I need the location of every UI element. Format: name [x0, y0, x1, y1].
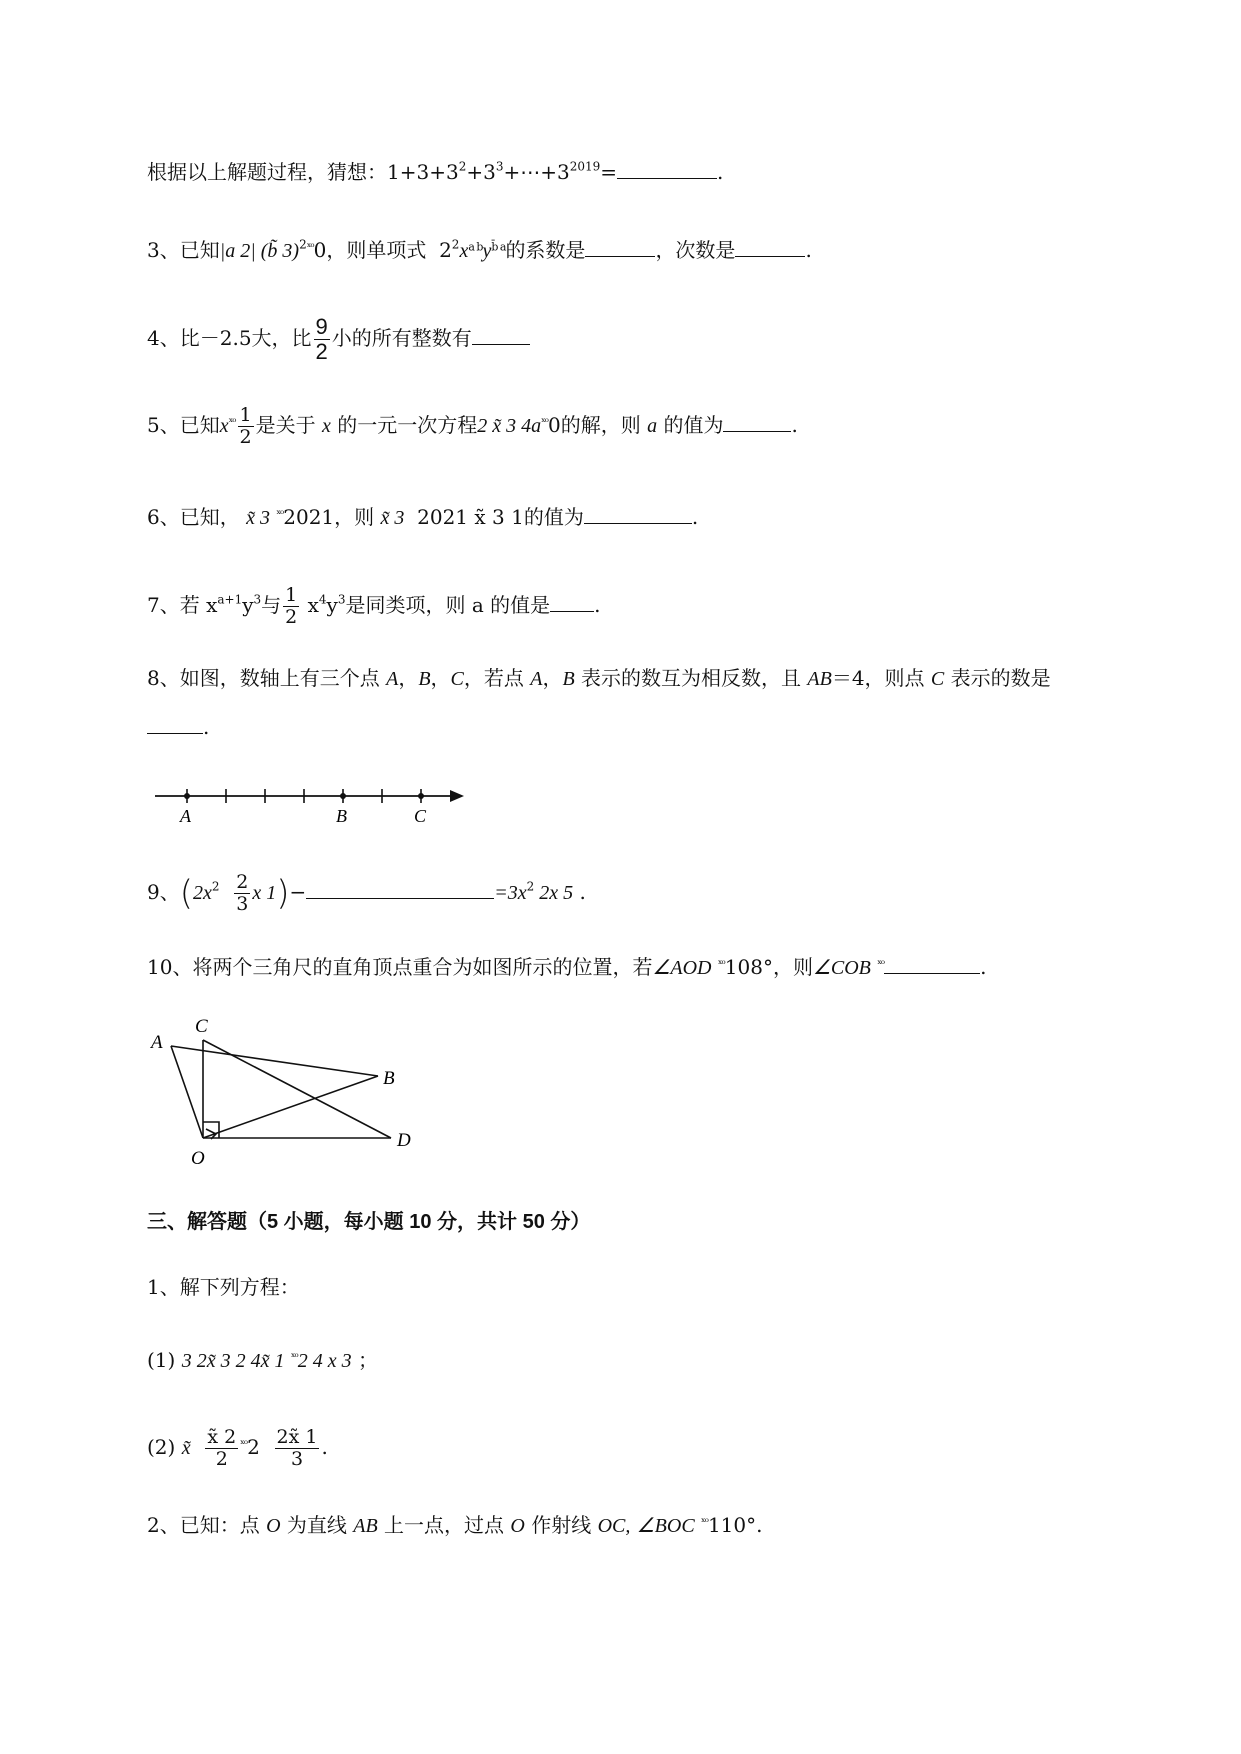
question-text: 与	[261, 592, 282, 617]
math-expression: 2 x̃ 3 4a	[477, 414, 542, 437]
variable-y: y	[482, 240, 492, 262]
question-text: 的一元一次方程	[337, 412, 478, 437]
period: .	[579, 879, 586, 904]
math-expression: x̃ 3	[246, 507, 270, 529]
segment-ab	[171, 1046, 378, 1076]
question-number: 2、	[147, 1513, 180, 1537]
segment-cd	[203, 1040, 391, 1138]
question-text: ，若点	[463, 666, 531, 690]
part-label: (2)	[147, 1434, 176, 1459]
fraction-denominator: 3	[236, 892, 249, 915]
fraction-right	[275, 1427, 320, 1470]
math-expression: x̃ 3	[380, 507, 405, 529]
question-text: 0，则单项式	[313, 238, 427, 262]
question-text: 的值为	[663, 412, 724, 437]
label-a: A	[151, 1032, 163, 1053]
point-o: O	[266, 1515, 281, 1537]
garbled-equals-glyph: ˣᵒ	[290, 1350, 298, 1364]
fraction-denominator: 2	[215, 1447, 228, 1470]
answer-blank	[735, 238, 805, 257]
angle-aod: ∠AOD	[652, 957, 712, 979]
math-term: 2x	[193, 881, 212, 904]
point-b-dot	[340, 793, 346, 799]
math-expression: 2021 x̃ 3 1	[417, 505, 524, 529]
question-8-continuation	[147, 715, 209, 737]
math-term: x 1	[252, 881, 277, 904]
exponent: 2	[211, 879, 220, 894]
answer-blank	[147, 715, 203, 734]
garbled-exponent: a b	[468, 240, 483, 254]
answer-blank	[472, 326, 530, 345]
question-text: 的系数是	[505, 238, 586, 262]
question-5	[147, 405, 798, 448]
question-text: 如图，数轴上有三个点	[179, 666, 387, 690]
point-a: A	[386, 668, 399, 690]
question-number: 5、	[147, 412, 180, 437]
previous-problem-conclusion	[147, 160, 723, 182]
fraction-one-half	[283, 585, 299, 628]
arrow-head	[450, 790, 464, 802]
fraction-numerator: x̃ 2	[207, 1426, 237, 1448]
point-a: A	[530, 668, 543, 690]
fraction-one-half	[238, 405, 254, 448]
exponent: 2	[299, 237, 307, 252]
variable-a: a	[647, 414, 658, 437]
label-c: C	[195, 1016, 208, 1037]
segment-ao	[171, 1046, 203, 1138]
comma: ，	[542, 666, 563, 690]
question-text: ，次数是	[655, 238, 736, 262]
math-expression: |a 2| (b̃ 3)	[219, 240, 300, 262]
question-text: 是同类项，则 a 的值是	[345, 592, 551, 617]
garbled-equals-glyph: ˣᵒ	[228, 415, 236, 429]
question-6	[147, 505, 698, 528]
question-number: 8、	[147, 666, 180, 690]
semicolon: ；	[357, 1348, 378, 1372]
label-a: A	[180, 806, 191, 826]
triangle-rulers-figure	[145, 1010, 435, 1170]
garbled-equals-glyph: ˣᵒ	[306, 240, 314, 254]
question-text: 表示的数互为相反数，且	[574, 666, 808, 690]
fraction-two-thirds	[234, 872, 250, 915]
fraction-denominator: 3	[290, 1447, 304, 1470]
part-label: (1)	[147, 1348, 176, 1372]
exponent: 2	[451, 237, 460, 252]
label-o: O	[191, 1148, 205, 1169]
fraction-numerator: 9	[315, 314, 328, 339]
question-text: 为直线	[280, 1513, 354, 1537]
point-a-dot	[184, 793, 190, 799]
point-c: C	[450, 668, 464, 690]
garbled-equals-glyph: ˣᵒ	[541, 415, 549, 429]
answer-blank	[884, 955, 980, 974]
monomial-coefficient: 2	[439, 238, 452, 262]
equation-part-2	[147, 1427, 328, 1470]
equals-sign: =	[600, 160, 618, 184]
period: .	[594, 592, 601, 617]
fraction-nine-halves	[314, 315, 330, 364]
fraction-denominator: 2	[285, 605, 298, 628]
answer-blank	[306, 880, 494, 899]
angle-cob: ∠COB	[812, 957, 871, 979]
variable-x: x	[321, 414, 331, 437]
ray-oc: OC,	[597, 1515, 631, 1537]
exponent: 2	[458, 159, 467, 174]
angle-value: 110°	[707, 1513, 757, 1537]
garbled-equals-glyph: ˣᵒ	[240, 1437, 248, 1451]
question-number: 4、	[147, 326, 180, 351]
math-term: 2x 5	[534, 881, 574, 904]
math-value: 2	[247, 1434, 260, 1459]
minus-sign: −	[289, 879, 307, 904]
prev-text: 根据以上解题过程，猜想：1+3+3	[147, 160, 459, 184]
prev-term: +⋯+3	[503, 160, 570, 184]
question-text: 0的解，则	[548, 412, 641, 437]
garbled-equals-glyph: ˣᵒ	[717, 957, 725, 971]
question-number: 1、	[147, 1275, 180, 1299]
answer-blank	[550, 593, 594, 612]
question-7	[147, 585, 601, 628]
math-expression: 3 2x̃ 3 2 4x̃ 1	[181, 1350, 285, 1372]
exponent: 2	[526, 879, 535, 894]
question-10	[147, 955, 987, 978]
question-text: 已知	[179, 238, 220, 262]
period: .	[691, 505, 699, 529]
fraction-numerator: 2	[236, 871, 249, 893]
garbled-equals-glyph: ˣᵒ	[276, 507, 284, 521]
question-text: y	[242, 592, 254, 617]
variable-x: x	[459, 240, 469, 262]
answer-blank	[723, 413, 791, 432]
question-number: 3、	[147, 238, 180, 262]
period: .	[321, 1434, 328, 1459]
label-d: D	[397, 1130, 411, 1151]
question-text: 将两个三角尺的直角顶点重合为如图所示的位置，若	[192, 955, 653, 979]
question-number: 6、	[147, 505, 180, 529]
fraction-denominator: 2	[315, 339, 328, 365]
label-b: B	[336, 806, 347, 826]
math-expression: 2 4 x 3	[297, 1350, 352, 1372]
point-c: C	[930, 668, 945, 690]
left-paren: (	[179, 873, 193, 914]
fraction-numerator: 1	[285, 584, 298, 606]
period: .	[980, 955, 987, 979]
angle-boc: ∠BOC	[636, 1515, 695, 1537]
point-b: B	[562, 668, 575, 690]
exponent: 4	[318, 592, 327, 607]
question-text: 已知	[179, 412, 220, 437]
equation-part-1	[147, 1350, 378, 1371]
fraction-numerator: 2x̃ 1	[276, 1426, 318, 1448]
question-text: 解下列方程：	[179, 1275, 300, 1299]
question-text: 已知：点	[179, 1513, 267, 1537]
garbled-equals-glyph: ˣᵒ	[701, 1515, 708, 1529]
period: .	[805, 238, 812, 262]
question-text: ＝4，则点	[831, 666, 931, 690]
angle-value: 108°	[724, 955, 773, 979]
right-paren: )	[276, 873, 290, 914]
fraction-denominator: 2	[239, 425, 252, 448]
question-8	[147, 668, 1051, 689]
period: .	[203, 715, 210, 739]
question-text: x	[301, 592, 319, 617]
prev-term: +3	[466, 160, 496, 184]
answer-blank	[617, 160, 717, 179]
line-ab: AB	[353, 1515, 378, 1537]
exponent: 2019	[569, 159, 601, 174]
comma: ，	[430, 666, 451, 690]
question-text: 小的所有整数有	[331, 326, 472, 351]
section-heading: 三、解答题（5 小题，每小题 10 分，共计 50 分）	[147, 1211, 591, 1233]
answer-question-2	[147, 1515, 763, 1536]
question-4	[147, 315, 530, 364]
question-number: 9、	[147, 879, 180, 904]
exponent: 3	[337, 592, 346, 607]
question-text: ，则	[772, 955, 813, 979]
period: .	[791, 412, 798, 437]
fraction-numerator: 1	[239, 404, 252, 426]
point-b: B	[418, 668, 431, 690]
exponent: 3	[253, 592, 262, 607]
exponent: a+1	[217, 592, 243, 607]
question-text: 的值为	[523, 505, 584, 529]
segment-ab: AB	[807, 668, 832, 690]
answer-question-1	[147, 1277, 300, 1297]
question-number: 7、	[147, 592, 180, 617]
point-o: O	[510, 1515, 525, 1537]
period: .	[756, 1513, 763, 1537]
label-b: B	[383, 1068, 395, 1089]
point-c-dot	[418, 793, 424, 799]
answer-blank	[585, 238, 655, 257]
question-text: y	[326, 592, 338, 617]
exponent: 3	[495, 159, 504, 174]
question-text: 表示的数是	[944, 666, 1051, 690]
label-c: C	[414, 806, 427, 826]
variable-x: x	[219, 414, 229, 437]
comma: ，	[398, 666, 419, 690]
variable-x: x̃	[181, 1436, 191, 1459]
period: .	[717, 160, 724, 184]
question-text: 若 x	[179, 592, 218, 617]
question-9	[147, 872, 586, 915]
garbled-equals-glyph: ˣᵒ	[877, 957, 885, 971]
question-3	[147, 238, 812, 261]
question-text: 作射线	[524, 1513, 598, 1537]
math-value: 2021	[283, 505, 335, 529]
number-line-figure	[150, 780, 470, 830]
question-text: ，则	[334, 505, 375, 529]
question-text: 上一点，过点	[377, 1513, 511, 1537]
question-number: 10、	[147, 955, 193, 979]
answer-blank	[584, 505, 692, 524]
question-text: 比－2.5大，比	[179, 326, 312, 351]
garbled-exponent: b̄ a	[491, 240, 506, 254]
math-term: =3x	[494, 881, 527, 904]
question-text: 是关于	[255, 412, 316, 437]
question-text: 已知，	[179, 505, 240, 529]
fraction-left	[205, 1427, 238, 1470]
